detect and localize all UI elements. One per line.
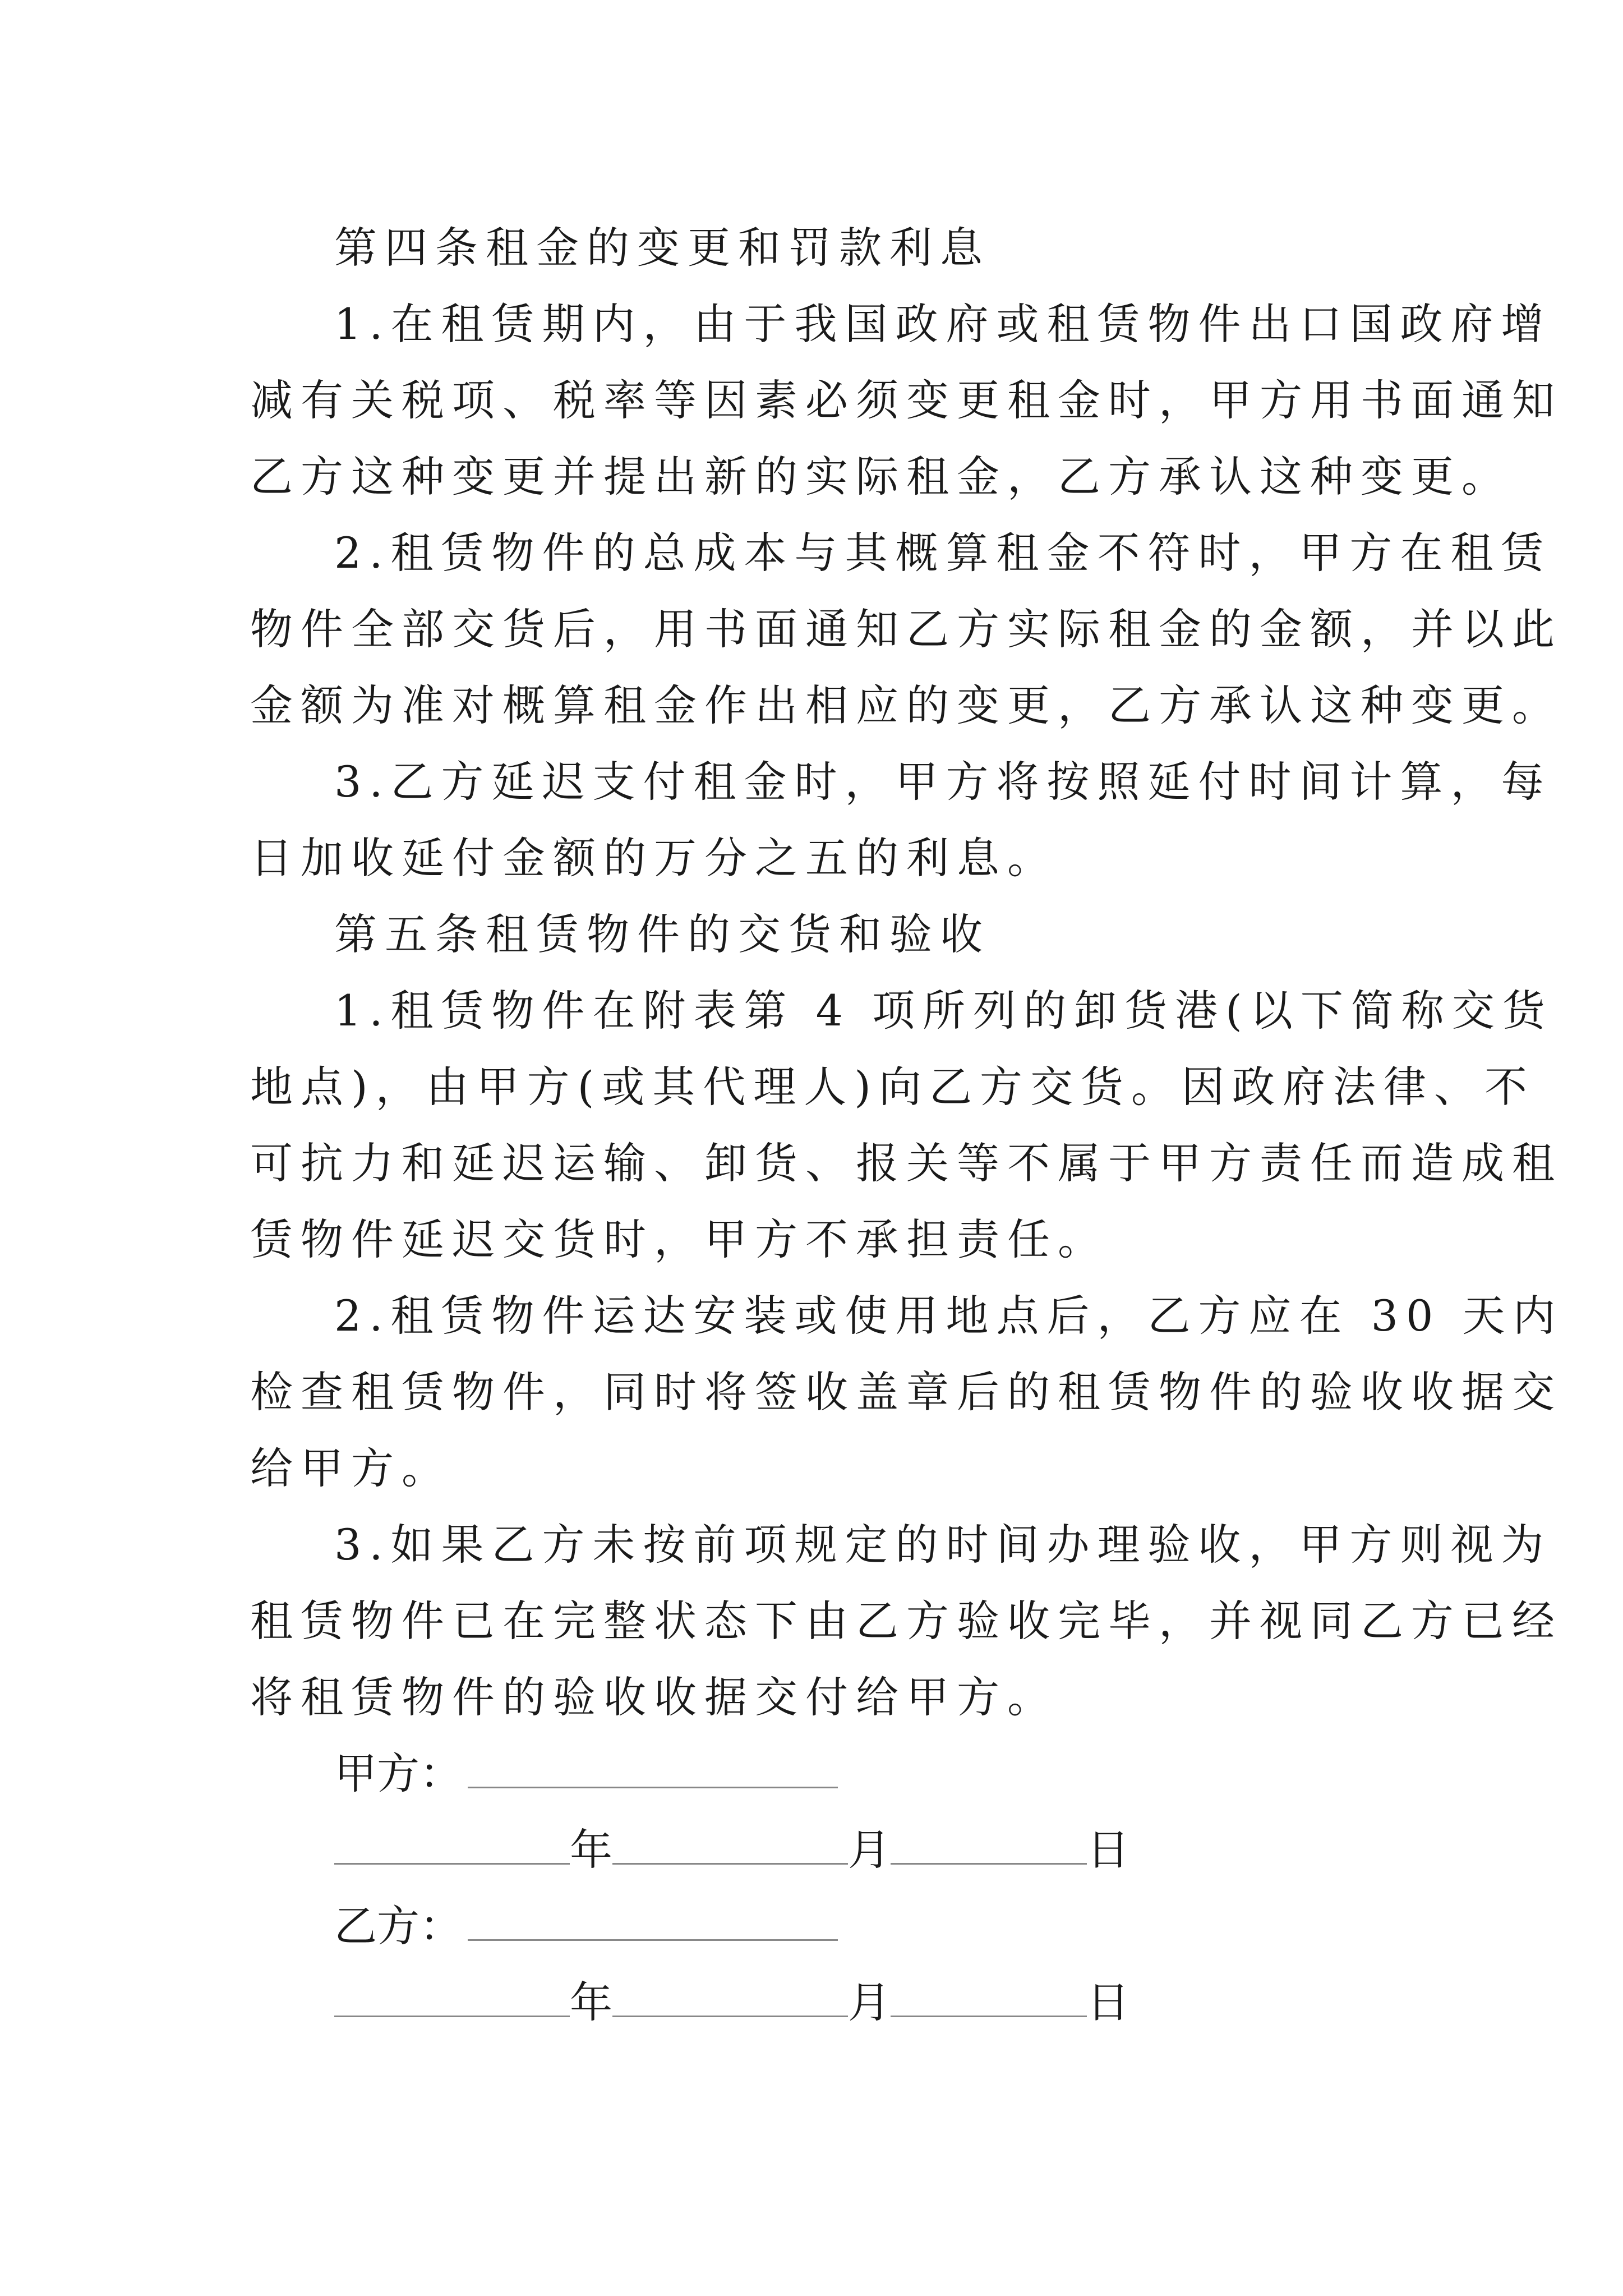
article-4-para-1-line-3: 乙方这种变更并提出新的实际租金，乙方承认这种变更。 [250, 452, 1512, 501]
article-5-para-3-line-3: 将租赁物件的验收收据交付给甲方。 [250, 1672, 1058, 1722]
article-5-para-1-line-1: 1.租赁物件在附表第 4 项所列的卸货港(以下简称交货 [334, 986, 1553, 1036]
article-5-para-1-line-3: 可抗力和延迟运输、卸货、报关等不属于甲方责任而造成租 [250, 1138, 1562, 1188]
article-5-title: 第五条租赁物件的交货和验收 [334, 909, 990, 959]
article-4-para-2-line-3: 金额为准对概算租金作出相应的变更，乙方承认这种变更。 [250, 680, 1562, 730]
month-label: 月 [848, 1825, 891, 1875]
article-5-para-1-line-2: 地点)，由甲方(或其代理人)向乙方交货。因政府法律、不 [250, 1062, 1535, 1112]
party-a-month-field[interactable] [612, 1820, 848, 1865]
article-4-title: 第四条租金的变更和罚款利息 [334, 223, 990, 273]
article-4-para-3-line-2: 日加收延付金额的万分之五的利息。 [250, 833, 1058, 883]
article-5-para-1-line-4: 赁物件延迟交货时，甲方不承担责任。 [250, 1214, 1108, 1264]
party-b-signature-field[interactable] [468, 1897, 838, 1941]
party-a-signature-row [250, 1736, 1394, 1812]
day-label: 日 [1087, 1825, 1129, 1875]
party-a-signature-field[interactable] [468, 1744, 838, 1788]
party-b-year-field[interactable] [334, 1973, 570, 2017]
party-a-label: 甲方： [334, 1749, 462, 1798]
party-a-year-field[interactable] [334, 1820, 570, 1865]
article-4-para-1-line-2: 减有关税项、税率等因素必须变更租金时，甲方用书面通知 [250, 375, 1562, 425]
article-4-para-2-line-1: 2.租赁物件的总成本与其概算租金不符时，甲方在租赁 [334, 528, 1552, 578]
party-b-day-field[interactable] [891, 1973, 1087, 2017]
year-label: 年 [570, 1977, 612, 2027]
party-a-date-row [250, 1812, 1394, 1888]
article-5-para-2-line-3: 给甲方。 [250, 1443, 452, 1493]
article-5-para-3-line-1: 3.如果乙方未按前项规定的时间办理验收，甲方则视为 [334, 1520, 1552, 1570]
party-a-day-field[interactable] [891, 1820, 1087, 1865]
year-label: 年 [570, 1825, 612, 1875]
article-5-para-2-line-1: 2.租赁物件运达安装或使用地点后，乙方应在 30 天内 [334, 1291, 1564, 1341]
document-page [250, 210, 1564, 2041]
article-4-para-3-line-1: 3.乙方延迟支付租金时，甲方将按照延付时间计算，每 [334, 757, 1552, 807]
party-b-month-field[interactable] [612, 1973, 848, 2017]
party-b-label: 乙方： [334, 1901, 462, 1951]
article-5-para-3-line-2: 租赁物件已在完整状态下由乙方验收完毕，并视同乙方已经 [250, 1596, 1562, 1646]
article-5-para-2-line-2: 检查租赁物件，同时将签收盖章后的租赁物件的验收收据交 [250, 1367, 1562, 1417]
article-4-para-1-line-1: 1.在租赁期内，由于我国政府或租赁物件出口国政府增 [334, 299, 1552, 349]
party-b-signature-row [250, 1888, 1394, 1964]
day-label: 日 [1087, 1977, 1129, 2027]
article-4-para-2-line-2: 物件全部交货后，用书面通知乙方实际租金的金额，并以此 [250, 604, 1562, 654]
month-label: 月 [848, 1977, 891, 2027]
party-b-date-row [250, 1964, 1394, 2041]
